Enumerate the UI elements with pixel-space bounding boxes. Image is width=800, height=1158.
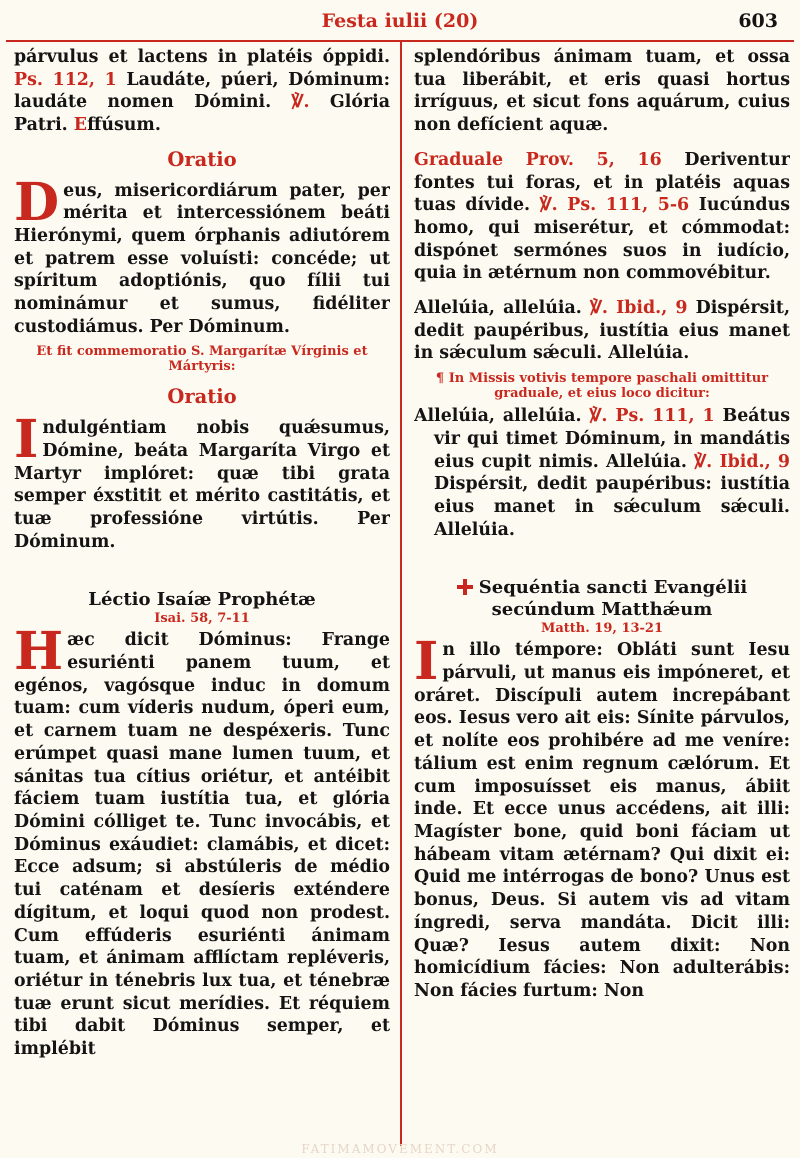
spacer bbox=[414, 541, 790, 577]
page-title: Festa iulii (20) bbox=[321, 10, 479, 32]
watermark: FATIMAMOVEMENT.COM bbox=[301, 1142, 499, 1156]
versicle-mark: ℣. Ibid., 9 bbox=[694, 451, 790, 472]
gospel-text: In illo témpore: Obláti sunt Iesu párvuli, ut manus eis impóneret, et oráret. Discípuli autem increpábant eos. Iesus vero ait eis: Sínite párvulos, et nolíte eos prohibére ad me veníre: tálium est enim regnum cælórum. Et cum imposuísset eis manus, ábiit inde. Et ecce unus accédens, ait illi: Magíster bone, quid boni fáciam ut hábeam vitam ætérnam? Qui dixit ei: Quid me intérrogas de bono? Unus est bonus, Deus. Si autem vis ad vitam íngredi, serva mandáta. Dicit illi: Quæ? Iesus autem dixit: Non homicídium fácies: Non adulterábis: Non fácies furtum: Non bbox=[414, 631, 790, 1001]
graduale-label: Graduale Prov. 5, 16 bbox=[414, 149, 662, 170]
paschal-alleluia: Allelúia, allelúia. ℣. Ps. 111, 1 Beátus vir qui timet Dóminum, in mandátis eius cupit nimis. Allelúia. ℣. Ibid., 9 Dispérsit, dedit paupéribus: iustítia eius manet in sǽculum sǽculi. Allelúia. bbox=[414, 406, 790, 540]
introit-continuation: párvulus et lactens in platéis óppidi. Ps. 112, 1 Laudáte, púeri, Dóminum: laudáte nomen Dómini. ℣. Glória Patri. Effúsum. bbox=[14, 47, 390, 136]
oratio-text: Deus, misericordiárum pater, per mérita et intercessiónem beáti Hierónymi, quem órphanis adiutórem et patrem esse voluísti: concéde; ut spíritum adoptiónis, quo fílii tui nominámur et sumus, fidéliter custodiámus. Per Dóminum. bbox=[14, 171, 390, 337]
oratio-heading-2: Oratio bbox=[167, 385, 237, 409]
drop-cap: H bbox=[14, 621, 64, 683]
spacer bbox=[14, 553, 390, 589]
versicle-mark: ℣. Ps. 111, 1 bbox=[589, 406, 715, 427]
page-number: 603 bbox=[738, 10, 778, 32]
versicle-mark: ℣. Ps. 111, 5-6 bbox=[539, 195, 690, 216]
effusum-initial: E bbox=[73, 115, 88, 136]
alleluia: Allelúia, allelúia. ℣. Ibid., 9 Dispérsit, dedit paupéribus, iustítia eius manet in sǽculum sǽculi. Allelúia. bbox=[414, 298, 790, 364]
lectio-text: Hæc dicit Dóminus: Frange esuriénti panem tuum, et egénos, vagósque induc in domum tuam: cum víderis nudum, óperi eum, et carnem tuam ne despéxeris. Tunc erúmpet quasi mane lumen tuum, et sánitas tua cítius oriétur, et antéibit fáciem tuam iustítia tua, et glória Dómini cólliget te. Tunc invocábis, et Dóminus exáudiet: clamábis, et dicet: Ecce adsum; si abstúleris de médio tui caténam et desíeris exténdere dígitum, et loqui quod non prodest. Cum effúderis esuriénti ánimam tuam, et ánimam afflíctam repléveris, oriétur in ténebris lux tua, et ténebræ tuæ erunt sicut merídies. Et réquiem tibi dabit Dóminus semper, et implébit bbox=[14, 621, 390, 1060]
lectio-continuation: splendóribus ánimam tuam, et ossa tua liberábit, et eris quasi hortus irríguus, et sicut fons aquárum, cuius non defícient aquæ. bbox=[414, 47, 790, 136]
page-header bbox=[0, 0, 800, 40]
maltese-cross-icon bbox=[457, 579, 473, 595]
drop-cap: I bbox=[14, 409, 39, 471]
psalm-reference: Ps. 112, 1 bbox=[14, 69, 117, 90]
graduale: Graduale Prov. 5, 16 Deriventur fontes tui foras, et in platéis aquas tuas dívide. ℣. Ps. 111, 5-6 Iucúndus homo, qui miserétur, et cómmodat: dispónet sermónes suos in iudício, quia in ætérnum non commovébitur. bbox=[414, 149, 790, 284]
lectio-reference: Isai. 58, 7-11 bbox=[154, 611, 250, 627]
drop-cap: D bbox=[14, 171, 60, 233]
votive-rubric: ¶ In Missis votivis tempore paschali omittitur graduale, et eius loco dicitur: bbox=[435, 371, 769, 402]
oratio-heading: Oratio bbox=[167, 147, 237, 171]
versicle-mark: ℣. bbox=[291, 92, 310, 113]
column-divider bbox=[400, 42, 402, 1146]
spacer bbox=[414, 285, 790, 297]
gospel-title: Sequéntia sancti Evangélii secúndum Matthǽum bbox=[414, 577, 790, 621]
versicle-mark: ℣. Ibid., 9 bbox=[589, 298, 688, 319]
gospel-reference: Matth. 19, 13-21 bbox=[540, 621, 664, 637]
right-column bbox=[414, 46, 790, 1146]
commemoratio-rubric: Et fit commemoratio S. Margarítæ Vírginis et Mártyris: bbox=[36, 344, 368, 375]
drop-cap: I bbox=[414, 631, 439, 693]
lectio-title: Léctio Isaíæ Prophétæ bbox=[88, 589, 316, 611]
spacer bbox=[414, 137, 790, 149]
left-column bbox=[14, 46, 390, 1146]
oratio-text-2: Indulgéntiam nobis quǽsumus, Dómine, beáta Margaríta Virgo et Martyr implóret: quæ tibi grata semper éxstitit et mérito castitátis, et tuæ professióne virtútis. Per Dóminum. bbox=[14, 409, 390, 552]
